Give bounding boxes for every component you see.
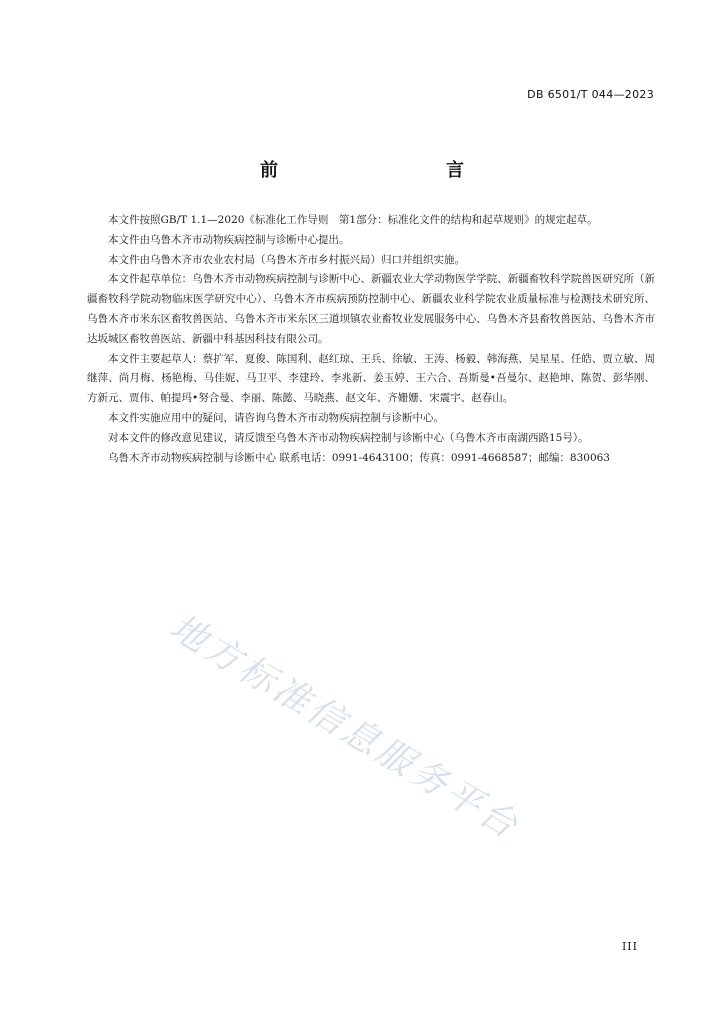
paragraph-feedback: 对本文件的修改意见建议，请反馈至乌鲁木齐市动物疾病控制与诊断中心（乌鲁木齐市南湖西路15号）。 (108, 431, 589, 444)
page-title: 前 言 (260, 160, 508, 181)
paragraph-inquiries: 本文件实施应用中的疑问，请咨询乌鲁木齐市动物疾病控制与诊断中心。 (108, 411, 444, 424)
paragraph-drafting-basis: 本文件按照GB/T 1.1—2020《标准化工作导则 第1部分：标准化文件的结构和起草规则》的规定起草。 (108, 214, 598, 226)
watermark: 地方标准信息服务平台 (162, 606, 527, 849)
page-number: III (621, 940, 638, 953)
contact-line: 乌鲁木齐市动物疾病控制与诊断中心 联系电话：0991-4643100；传真：0991-4668587；邮编：830063 (108, 451, 610, 464)
foreword-body (87, 211, 655, 468)
paragraph-drafters: 本文件主要起草人：蔡扩军、夏俊、陈国利、赵红琼、王兵、徐敏、王涛、杨毅、韩海燕、吴星星、任皓、贾立敏、周继萍、尚月梅、杨艳梅、马佳妮、马卫平、李建玲、李兆新、姜玉婷、王六合、吾斯曼•吾曼尔、赵艳坤、陈贺、彭华刚、方新元、贾伟、帕提玛•努合曼、李丽、陈懿、马晓燕、赵文年、齐姗姗、宋震宇、赵春山。 (87, 352, 655, 405)
paragraph-administrator: 本文件由乌鲁木齐市农业农村局（乌鲁木齐市乡村振兴局）归口并组织实施。 (108, 253, 465, 266)
paragraph-drafting-units: 本文件起草单位：乌鲁木齐市动物疾病控制与诊断中心、新疆农业大学动物医学学院、新疆畜牧科学院兽医研究所（新疆畜牧科学院动物临床医学研究中心）、乌鲁木齐市疾病预防控制中心、新疆农业科学院农业质量标准与检测技术研究所、乌鲁木齐市米东区畜牧兽医站、乌鲁木齐市米东区三道坝镇农业畜牧业发展服务中心、乌鲁木齐县畜牧兽医站、乌鲁木齐市达坂城区畜牧兽医站、新疆中科基因科技有限公司。 (87, 273, 655, 345)
standard-code: DB 6501/T 044—2023 (527, 88, 654, 101)
paragraph-proposer: 本文件由乌鲁木齐市动物疾病控制与诊断中心提出。 (108, 233, 350, 246)
